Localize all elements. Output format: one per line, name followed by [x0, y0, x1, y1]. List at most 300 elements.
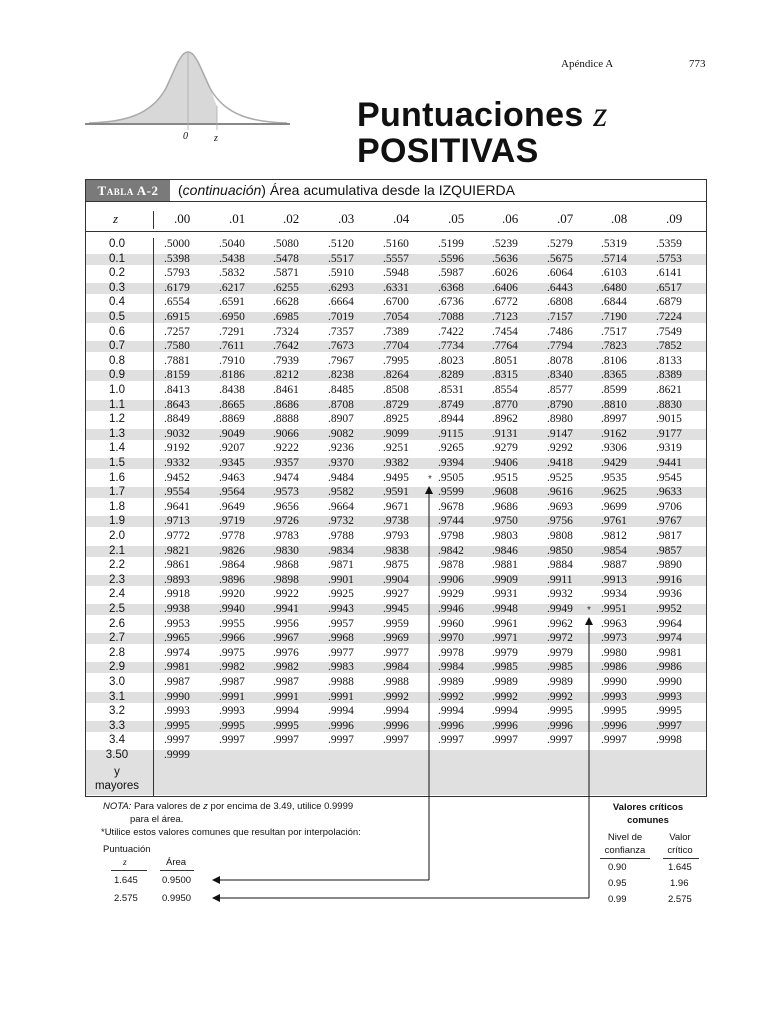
- table-cell: .9066: [273, 427, 299, 440]
- row-z-label: 2.7: [109, 632, 125, 645]
- table-cell: .9995: [273, 719, 299, 732]
- table-cell: .9082: [328, 427, 354, 440]
- table-cell: .6293: [328, 281, 354, 294]
- table-cell: .8599: [601, 384, 627, 396]
- table-cell: .9975: [219, 646, 245, 659]
- table-cell: .9990: [164, 690, 190, 703]
- table-cell: .9986: [656, 661, 682, 674]
- table-cell: .9370: [328, 457, 354, 469]
- table-cell: .9564: [219, 486, 245, 499]
- table-cell: .8980: [547, 413, 573, 426]
- table-cell: .6217: [219, 281, 245, 294]
- table-cell: .9991: [219, 690, 245, 703]
- table-cell: .9699: [601, 500, 627, 513]
- table-cell: .9997: [164, 734, 190, 747]
- table-cell: .8708: [328, 398, 354, 411]
- table-cell: .9591: [383, 486, 409, 499]
- table-cell: .5832: [219, 267, 245, 280]
- table-cell: .9783: [273, 530, 299, 542]
- table-cell: .9633: [656, 486, 682, 499]
- table-cell: .8315: [492, 369, 518, 382]
- table-cell: .9932: [547, 588, 573, 601]
- table-cell: .9987: [164, 676, 190, 688]
- table-cell: .9803: [492, 530, 518, 542]
- table-cell: .8849: [164, 413, 190, 426]
- table-cell: .9977: [383, 646, 409, 659]
- row-z-label: 0.0: [109, 238, 125, 250]
- table-cell: .9996: [601, 719, 627, 732]
- table-cell: .9997: [547, 734, 573, 747]
- table-cell: .7642: [273, 340, 299, 353]
- row-z-label: 0.1: [109, 252, 125, 265]
- table-cell: .9861: [164, 559, 190, 572]
- nota-line-1: [103, 801, 353, 813]
- row-z-label: 1.2: [109, 413, 125, 426]
- nota-z: z: [203, 801, 208, 812]
- table-cell: .9962: [547, 617, 573, 630]
- table-cell: .9864: [219, 559, 245, 572]
- table-cell: .9893: [164, 573, 190, 586]
- table-cell: .9977: [328, 646, 354, 659]
- table-cell: .9726: [273, 515, 299, 528]
- table-cell: .8686: [273, 398, 299, 411]
- table-cell: .8212: [273, 369, 299, 382]
- table-cell: .9582: [328, 486, 354, 499]
- column-header: .02: [283, 211, 300, 226]
- table-cell: .9525: [547, 471, 573, 484]
- table-cell: .9997: [383, 734, 409, 747]
- table-cell: .9147: [547, 427, 573, 440]
- table-cell: .9901: [328, 573, 354, 586]
- table-cell: .9973: [601, 632, 627, 645]
- table-cell: .9207: [219, 442, 245, 455]
- table-cell: .9854: [601, 544, 627, 557]
- nota-text-b: por encima de 3.49, utilice 0.9999: [207, 801, 354, 812]
- critical-col2-h1: Valor: [669, 832, 691, 843]
- table-cell: .9911: [547, 573, 573, 586]
- nota-label: NOTA:: [103, 801, 132, 812]
- column-header: .01: [229, 211, 246, 226]
- table-cell: .9898: [273, 573, 299, 586]
- table-cell: .5438: [219, 252, 245, 265]
- table-cell: .9960: [438, 617, 464, 630]
- row-z-label: 2.2: [109, 559, 125, 572]
- row-z-label: 0.6: [109, 325, 125, 338]
- row-z-label: 2.1: [109, 544, 125, 557]
- table-cell: .9719: [219, 515, 245, 528]
- nota-line-2: para el área.: [130, 814, 184, 825]
- table-cell: .9429: [601, 457, 627, 469]
- table-cell: .9934: [601, 588, 627, 601]
- table-cell: .9995: [601, 705, 627, 718]
- table-cell: .9032: [164, 427, 190, 440]
- table-cell: .5319: [601, 238, 627, 250]
- table-cell: .9997: [438, 734, 464, 747]
- table-cell: .7088: [438, 311, 464, 323]
- table-cell: .6368: [438, 281, 464, 294]
- table-cell: .9993: [656, 690, 682, 703]
- asterisk-mark-1: *: [428, 474, 432, 485]
- row-z-label: 1.4: [109, 442, 125, 455]
- critical-value-2: 1.96: [670, 878, 689, 889]
- table-cell: .5557: [383, 252, 409, 265]
- critical-level-1: 0.90: [608, 862, 627, 873]
- table-cell: .8749: [438, 398, 464, 411]
- table-cell: .5120: [328, 238, 354, 250]
- column-header: .06: [502, 211, 519, 226]
- table-cell: .9999: [164, 749, 190, 761]
- table-cell: .8790: [547, 398, 573, 411]
- table-cell: .8643: [164, 398, 190, 411]
- table-cell: .9909: [492, 573, 518, 586]
- table-cell: .8106: [601, 354, 627, 367]
- table-tag: Tabla A-2: [86, 180, 170, 201]
- table-cell: .9978: [438, 646, 464, 659]
- table-cell: .9279: [492, 442, 518, 455]
- table-cell: .9236: [328, 442, 354, 455]
- title-line2: POSITIVAS: [357, 132, 539, 170]
- page-number: 773: [689, 58, 706, 70]
- table-cell: .5871: [273, 267, 299, 280]
- column-header: .03: [338, 211, 355, 226]
- table-cell: .7549: [656, 325, 682, 338]
- row-z-label: 3.0: [109, 676, 125, 688]
- table-cell: .9884: [547, 559, 573, 572]
- table-cell: .9963: [601, 617, 627, 630]
- table-cell: .9995: [656, 705, 682, 718]
- table-cell: .9997: [656, 719, 682, 732]
- table-cell: .9997: [601, 734, 627, 747]
- table-cell: .9938: [164, 603, 190, 615]
- table-cell: .7422: [438, 325, 464, 338]
- row-z-label: 1.3: [109, 427, 125, 440]
- table-cell: .9857: [656, 544, 682, 557]
- table-cell: .9974: [656, 632, 682, 645]
- table-cell: .9927: [383, 588, 409, 601]
- table-cell: .5596: [438, 252, 464, 265]
- table-cell: .9981: [656, 646, 682, 659]
- critical-level-3: 0.99: [608, 894, 627, 905]
- table-cell: .7852: [656, 340, 682, 353]
- table-cell: .9993: [164, 705, 190, 718]
- table-cell: .9969: [383, 632, 409, 645]
- table-cell: .9251: [383, 442, 409, 455]
- table-cell: .9838: [383, 544, 409, 557]
- curve-z-label: z: [214, 133, 218, 144]
- table-cell: .9875: [383, 559, 409, 572]
- interp-instruction: *Utilice estos valores comunes que resultan por interpolación:: [101, 827, 361, 838]
- table-cell: .9970: [438, 632, 464, 645]
- table-cell: .8389: [656, 369, 682, 382]
- table-cell: .7517: [601, 325, 627, 338]
- row-label-y: y: [114, 766, 120, 778]
- table-cell: .9994: [438, 705, 464, 718]
- critical-col1-rule: [600, 858, 650, 859]
- row-z-label: 2.9: [109, 661, 125, 674]
- table-cell: .9994: [383, 705, 409, 718]
- table-cell: .9956: [273, 617, 299, 630]
- table-cell: .9995: [164, 719, 190, 732]
- table-cell: .9971: [492, 632, 518, 645]
- interp-z-2: 2.575: [114, 893, 138, 904]
- table-cell: .9929: [438, 588, 464, 601]
- table-cell: .9922: [273, 588, 299, 601]
- table-cell: .9292: [547, 442, 573, 455]
- table-cell: .9979: [492, 646, 518, 659]
- table-cell: .9265: [438, 442, 464, 455]
- table-cell: .8340: [547, 369, 573, 382]
- critical-value-3: 2.575: [668, 894, 692, 905]
- table-cell: .9713: [164, 515, 190, 528]
- table-cell: .9991: [328, 690, 354, 703]
- asterisk-mark-2: *: [587, 605, 591, 616]
- table-cell: .9778: [219, 530, 245, 542]
- row-z-label: 2.6: [109, 617, 125, 630]
- table-cell: .5636: [492, 252, 518, 265]
- caption-text: Área acumulativa desde la IZQUIERDA: [269, 182, 515, 198]
- table-cell: .9357: [273, 457, 299, 469]
- table-cell: .5793: [164, 267, 190, 280]
- table-cell: .9821: [164, 544, 190, 557]
- table-cell: .5675: [547, 252, 573, 265]
- table-cell: .9989: [438, 676, 464, 688]
- row-label-mayores: mayores: [94, 780, 140, 792]
- table-cell: .7995: [383, 354, 409, 367]
- table-cell: .7764: [492, 340, 518, 353]
- table-cell: .9998: [656, 734, 682, 747]
- table-cell: .7910: [219, 354, 245, 367]
- table-cell: .9881: [492, 559, 518, 572]
- table-cell: .6103: [601, 267, 627, 280]
- table-cell: .9474: [273, 471, 299, 484]
- table-cell: .9192: [164, 442, 190, 455]
- table-cell: .9997: [273, 734, 299, 747]
- row-z-label: 1.0: [109, 384, 125, 396]
- table-cell: .7673: [328, 340, 354, 353]
- table-cell: .5080: [273, 238, 299, 250]
- table-cell: .8186: [219, 369, 245, 382]
- table-cell: .9744: [438, 515, 464, 528]
- table-cell: .9842: [438, 544, 464, 557]
- table-cell: .5000: [164, 238, 190, 250]
- row-z-label: 1.9: [109, 515, 125, 528]
- table-cell: .9177: [656, 427, 682, 440]
- row-z-label: 3.4: [109, 734, 125, 747]
- table-cell: .7123: [492, 311, 518, 323]
- table-cell: .9955: [219, 617, 245, 630]
- table-cell: .9951: [601, 603, 627, 615]
- table-cell: .9115: [438, 427, 464, 440]
- table-cell: .6026: [492, 267, 518, 280]
- table-cell: .8413: [164, 384, 190, 396]
- table-cell: .9686: [492, 500, 518, 513]
- table-cell: .9222: [273, 442, 299, 455]
- table-cell: .7580: [164, 340, 190, 353]
- table-cell: .9495: [383, 471, 409, 484]
- row-z-label: 0.9: [109, 369, 125, 382]
- table-cell: .9976: [273, 646, 299, 659]
- table-cell: .9979: [547, 646, 573, 659]
- table-cell: .7257: [164, 325, 190, 338]
- table-cell: .8365: [601, 369, 627, 382]
- table-cell: .9406: [492, 457, 518, 469]
- table-cell: .8869: [219, 413, 245, 426]
- table-cell: .9966: [219, 632, 245, 645]
- table-cell: .6985: [273, 311, 299, 323]
- title-variable: z: [593, 94, 608, 134]
- table-cell: .9345: [219, 457, 245, 469]
- table-cell: .5279: [547, 238, 573, 250]
- table-cell: .9992: [438, 690, 464, 703]
- table-cell: .9981: [164, 661, 190, 674]
- interp-area-2: 0.9950: [162, 893, 192, 904]
- row-z-label: 3.50: [105, 749, 129, 761]
- table-cell: .9099: [383, 427, 409, 440]
- table-cell: .9996: [328, 719, 354, 732]
- critical-value-1: 1.645: [668, 862, 692, 873]
- row-z-label: 1.5: [109, 457, 125, 469]
- table-cell: .9992: [492, 690, 518, 703]
- table-cell: .9830: [273, 544, 299, 557]
- area-header: Área: [166, 857, 187, 868]
- table-cell: .5160: [383, 238, 409, 250]
- table-cell: .6141: [656, 267, 682, 280]
- table-cell: .8962: [492, 413, 518, 426]
- table-cell: .9982: [273, 661, 299, 674]
- table-cell: .9997: [328, 734, 354, 747]
- table-cell: .9608: [492, 486, 518, 499]
- row-z-label: 1.7: [109, 486, 125, 499]
- critical-level-2: 0.95: [608, 878, 627, 889]
- row-z-label: 3.2: [109, 705, 125, 718]
- column-header: .09: [666, 211, 683, 226]
- table-cell: .5359: [656, 238, 682, 250]
- table-cell: .9992: [547, 690, 573, 703]
- table-cell: .6064: [547, 267, 573, 280]
- table-cell: .9953: [164, 617, 190, 630]
- table-cell: .9936: [656, 588, 682, 601]
- table-cell: .9913: [601, 573, 627, 586]
- table-cell: .9985: [547, 661, 573, 674]
- table-cell: .5753: [656, 252, 682, 265]
- table-cell: .9997: [492, 734, 518, 747]
- table-cell: .6808: [547, 296, 573, 309]
- table-cell: .9732: [328, 515, 354, 528]
- z-column-header: z: [113, 211, 119, 226]
- table-cell: .7939: [273, 354, 299, 367]
- table-cell: .8577: [547, 384, 573, 396]
- table-cell: .9788: [328, 530, 354, 542]
- table-cell: .9967: [273, 632, 299, 645]
- table-cell: .9678: [438, 500, 464, 513]
- table-cell: .9985: [492, 661, 518, 674]
- nota-text-a: Para valores de: [131, 801, 204, 812]
- table-cell: .9990: [656, 676, 682, 688]
- row-z-label: 2.8: [109, 646, 125, 659]
- table-cell: .8438: [219, 384, 245, 396]
- row-z-label: 0.4: [109, 296, 125, 309]
- table-cell: .9656: [273, 500, 299, 513]
- row-z-label: 0.8: [109, 354, 125, 367]
- table-cell: .9868: [273, 559, 299, 572]
- table-cell: .9941: [273, 603, 299, 615]
- table-cell: .5398: [164, 252, 190, 265]
- table-cell: .7967: [328, 354, 354, 367]
- table-cell: .9319: [656, 442, 682, 455]
- interp-area-1: 0.9500: [162, 875, 192, 886]
- table-cell: .5040: [219, 238, 245, 250]
- row-z-label: 0.2: [109, 267, 125, 280]
- table-cell: .9850: [547, 544, 573, 557]
- table-cell: .9131: [492, 427, 518, 440]
- table-cell: .7454: [492, 325, 518, 338]
- table-cell: .9693: [547, 500, 573, 513]
- table-cell: .6700: [383, 296, 409, 309]
- table-cell: .9441: [656, 457, 682, 469]
- table-cell: .8554: [492, 384, 518, 396]
- table-cell: .8621: [656, 384, 682, 396]
- table-cell: .9996: [492, 719, 518, 732]
- critical-col1-h2: confianza: [604, 845, 646, 856]
- table-cell: .7291: [219, 325, 245, 338]
- table-cell: .9996: [383, 719, 409, 732]
- column-header: .04: [393, 211, 410, 226]
- row-z-label: 3.1: [109, 690, 125, 703]
- table-cell: .9834: [328, 544, 354, 557]
- table-cell: .9996: [547, 719, 573, 732]
- table-cell: .9946: [438, 603, 464, 615]
- critical-col1-h1: Nivel de: [607, 832, 643, 843]
- table-cell: .8289: [438, 369, 464, 382]
- table-cell: .9968: [328, 632, 354, 645]
- table-cell: .9890: [656, 559, 682, 572]
- table-cell: .7190: [601, 311, 627, 323]
- table-cell: .9394: [438, 457, 464, 469]
- table-cell: .6915: [164, 311, 190, 323]
- table-cell: .6480: [601, 281, 627, 294]
- table-cell: .6772: [492, 296, 518, 309]
- table-cell: .8925: [383, 413, 409, 426]
- table-cell: .9616: [547, 486, 573, 499]
- table-cell: .9984: [383, 661, 409, 674]
- column-header: .05: [448, 211, 465, 226]
- column-header: .00: [174, 211, 191, 226]
- area-underline: [160, 870, 194, 871]
- table-cell: .7054: [383, 311, 409, 323]
- table-cell: .9997: [219, 734, 245, 747]
- table-cell: .6255: [273, 281, 299, 294]
- table-cell: .9738: [383, 515, 409, 528]
- table-cell: .8051: [492, 354, 518, 367]
- table-cell: .9817: [656, 530, 682, 542]
- curve-zero-label: 0: [183, 131, 188, 142]
- table-cell: .6736: [438, 296, 464, 309]
- table-cell: .9961: [492, 617, 518, 630]
- table-cell: .9991: [273, 690, 299, 703]
- table-cell: .5478: [273, 252, 299, 265]
- table-cell: .9896: [219, 573, 245, 586]
- table-cell: .9972: [547, 632, 573, 645]
- table-cell: .9573: [273, 486, 299, 499]
- table-cell: .9484: [328, 471, 354, 484]
- table-cell: .9904: [383, 573, 409, 586]
- table-cell: .5239: [492, 238, 518, 250]
- table-cell: .9671: [383, 500, 409, 513]
- table-cell: .7486: [547, 325, 573, 338]
- table-cell: .8729: [383, 398, 409, 411]
- table-cell: .9332: [164, 457, 190, 469]
- table-cell: .9992: [383, 690, 409, 703]
